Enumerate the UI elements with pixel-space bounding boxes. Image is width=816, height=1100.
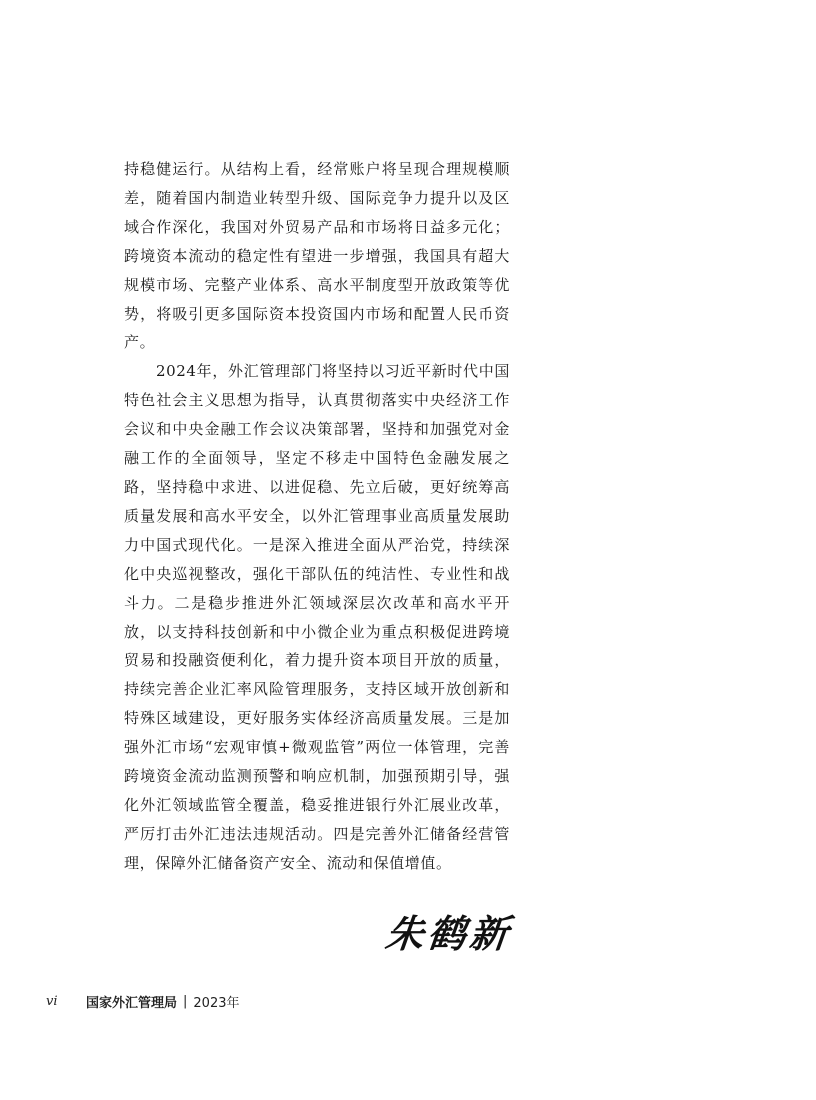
page-footer [46, 992, 240, 1011]
paragraph-continued: 持稳健运行。从结构上看，经常账户将呈现合理规模顺差，随着国内制造业转型升级、国际竞争力提升以及区域合作深化，我国对外贸易产品和市场将日益多元化；跨境资本流动的稳定性有望进一步增强，我国具有超大规模市场、完整产业体系、高水平制度型开放政策等优势，将吸引更多国际资本投资国内市场和配置人民币资产。 [124, 160, 510, 352]
body-text [124, 155, 510, 878]
footer-organization: 国家外汇管理局 [86, 996, 178, 1011]
handwritten-signature: 朱鹤新 [383, 911, 515, 956]
paragraph-2024-outlook: 2024年，外汇管理部门将坚持以习近平新时代中国特色社会主义思想为指导，认真贯彻落实中央经济工作会议和中央金融工作会议决策部署，坚持和加强党对金融工作的全面领导，坚定不移走中国特色金融发展之路，坚持稳中求进、以进促稳、先立后破，更好统筹高质量发展和高水平安全，以外汇管理事业高质量发展助力中国式现代化。一是深入推进全面从严治党，持续深化中央巡视整改，强化干部队伍的纯洁性、专业性和战斗力。二是稳步推进外汇领域深层次改革和高水平开放，以支持科技创新和中小微企业为重点积极促进跨境贸易和投融资便利化，着力提升资本项目开放的质量，持续完善企业汇率风险管理服务，支持区域开放创新和特殊区域建设，更好服务实体经济高质量发展。三是加强外汇市场“宏观审慎+微观监管”两位一体管理，完善跨境资金流动监测预警和响应机制，加强预期引导，强化外汇领域监管全覆盖，稳妥推进银行外汇展业改革，严厉打击外汇违法违规活动。四是完善外汇储备经营管理，保障外汇储备资产安全、流动和保值增值。 [124, 362, 510, 872]
footer-year: 2023年 [193, 996, 240, 1011]
footer-separator: | [183, 994, 188, 1009]
page-number: vi [46, 994, 58, 1009]
